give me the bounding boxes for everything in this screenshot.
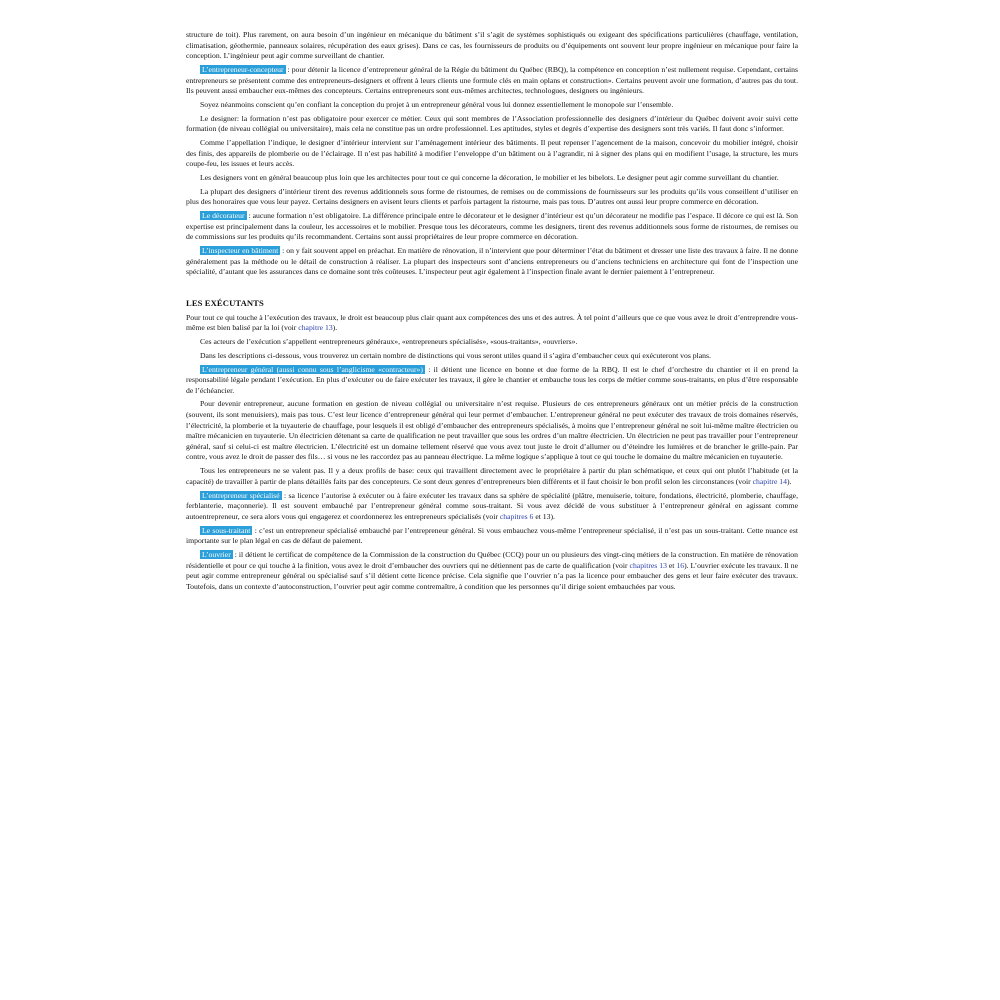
section-title: LES EXÉCUTANTS <box>186 297 264 308</box>
text-run: ). <box>332 323 338 333</box>
paragraph <box>186 138 798 170</box>
section-executants <box>186 313 798 593</box>
highlighted-term: L’entrepreneur général (aussi connu sous l’anglicisme «contracteur») <box>202 364 423 374</box>
paragraph <box>186 550 798 592</box>
chapter-link[interactable]: chapitres 13 <box>629 560 667 570</box>
text-run: Pour tout ce qui touche à l’exécution des travaux, le droit est beaucoup plus clair quant aux compétences des uns et des autres. À tel point d’ailleurs que ce que vous avez le droit d’entreprendre vous-même est bien balisé par la loi (voir <box>186 312 798 333</box>
paragraph <box>186 399 798 463</box>
highlighted-term: L’entrepreneur spécialisé <box>202 490 280 500</box>
paragraph <box>186 30 798 62</box>
document-page <box>186 30 798 596</box>
text-run: Ces acteurs de l’exécution s’appellent «entrepreneurs généraux», «entrepreneurs spécialisés», «sous-traitants», «ouvriers». <box>200 336 578 346</box>
paragraph <box>186 351 798 362</box>
paragraph <box>186 114 798 135</box>
paragraph <box>186 65 798 97</box>
text-run: : sa licence l’autorise à exécuter ou à faire exécuter les travaux dans sa sphère de spécialité (plâtre, menuiserie, toiture, fondations, électricité, plomberie, chauffage, ferblanterie, maçonnerie). Il est souvent embauché par l’entrepreneur général comme sous-traitant. Si vous avez décidé de vous substituer à l’entrepreneur général en agissant comme autoentrepreneur, ce sera alors vous qui engagerez et coordonnerez les entrepreneurs spécialisés (voir <box>186 490 798 521</box>
text-run: Le designer: la formation n’est pas obligatoire pour exercer ce métier. Ceux qui sont membres de l’Association professionnelle des designers d’intérieur du Québec doivent avoir suivi cette formation (de niveau collégial ou universitaire), mais cela ne constitue pas un ordre professionnel. Les aptitudes, styles et degrés d’expertise des designers sont très variés. Il faut donc s’informer. <box>186 113 798 134</box>
text-run: et <box>666 560 677 570</box>
text-run: : il détient une licence en bonne et due forme de la RBQ. Il est le chef d’orchestre du chantier et il en prend la responsabilité légale pendant l’exécution. En plus d’exécuter ou de faire exécuter les travaux, il gère le chantier et embauche tous les corps de métier comme sous-traitants, en plus d’être responsable de l’échéancier. <box>186 364 798 395</box>
highlighted-term: L’ouvrier <box>202 549 231 559</box>
text-run: Pour devenir entrepreneur, aucune formation en gestion de niveau collégial ou universitaire n’est requise. Plusieurs de ces entrepreneurs généraux ont un métier précis de la construction (souvent, ils sont menuisiers), mais pas tous. C’est leur licence d’entrepreneur général qui leur permet d’embaucher. L’entrepreneur général ne peut exécuter des travaux de trois domaines réservés, l’électricité, la plomberie et la tuyauterie de chauffage, pour lesquels il est obligé d’embaucher des entrepreneurs spécialisés, à moins que l’entrepreneur général ne soit lui-même maître électricien ou maître mécanicien en tuyauterie. Un électricien détenant sa carte de qualification ne peut travailler que sous les ordres d’un maître électricien. Un électricien ne peut pas travailler pour l’entrepreneur général, sauf si celui-ci est maître électricien. L’électricité est un domaine tellement réservé que vous avez tout juste le droit d’allumer ou d’éteindre les lumières et de brancher le grille-pain. Par contre, vous avez le droit de passer des fils… si vous ne les raccordez pas au panneau électrique. La même logique s’applique à tout ce qui touche le domaine du maître mécanicien en tuyauterie. <box>186 399 798 462</box>
paragraph <box>186 246 798 278</box>
text-run: ). L’ouvrier exécute les travaux. Il ne peut agir comme entrepreneur général ou spécialisé sauf s’il détient cette licence précise. Cela signifie que l’ouvrier n’a pas la licence pour embaucher des gens et leur faire exécuter des travaux. Toutefois, dans un contexte d’autoconstruction, l’ouvrier peut agir comme contremaître, à condition que les personnes qu’il dirige soient embauchées par vous. <box>186 560 798 591</box>
text-run: structure de toit). Plus rarement, on aura besoin d’un ingénieur en mécanique du bâtiment s’il s’agit de systèmes sophistiqués ou exigeant des spécifications particulières (chauffage, ventilation, climatisation, géothermie, panneaux solaires, récupération des eaux grises). Dans ce cas, les fournisseurs de produits ou d’équipements ont souvent leur propre ingénieur en mécanique pour faire la conception. L’ingénieur peut agir comme surveillant de chantier. <box>186 30 798 61</box>
text-run: : aucune formation n’est obligatoire. La différence principale entre le décorateur et le designer d’intérieur est qu’un décorateur ne modifie pas l’espace. Il décore ce qui est là. Son expertise est principalement dans la couleur, les accessoires et le mobilier. Presque tous les décorateurs, comme les designers, tirent des revenus additionnels sous forme de ristournes, de remises ou de commissions sur les produits qu’ils recommandent. Certains sont aussi propriétaires de leur propre commerce en décoration. <box>186 211 798 242</box>
paragraph <box>186 337 798 348</box>
text-run: Les designers vont en général beaucoup plus loin que les architectes pour tout ce qui concerne la décoration, le mobilier et les bibelots. Le designer peut agir comme surveillant du chantier. <box>200 173 779 183</box>
text-run: ). <box>786 476 792 486</box>
text-run: : on y fait souvent appel en préachat. En matière de rénovation, il n’intervient que pour déterminer l’état du bâtiment et dresser une liste des travaux à faire. Il ne donne généralement pas la méthode ou le détail de construction à réaliser. La plupart des inspecteurs sont d’anciens entrepreneurs ou d’anciens techniciens en architecture qui font de l’inspection une spécialité, d’autant que les assurances dans ce domaine sont très coûteuses. L’inspecteur peut agir également à l’inspection finale avant le dernier paiement à l’entrepreneur. <box>186 246 798 277</box>
paragraph <box>186 365 798 397</box>
text-run: Soyez néanmoins conscient qu’en confiant la conception du projet à un entrepreneur général vous lui donnez essentiellement le monopole sur l’ensemble. <box>200 99 674 109</box>
paragraph <box>186 100 798 111</box>
text-run: : c’est un entrepreneur spécialisé embauché par l’entrepreneur général. Si vous embauchez vous-même l’entrepreneur spécialisé, il n’est pas un sous-traitant. Cette nuance est importante sur le plan légal en cas de défaut de paiement. <box>186 525 798 546</box>
text-run: Comme l’appellation l’indique, le designer d’intérieur intervient sur l’aménagement intérieur des bâtiments. Il peut repenser l’agencement de la maison, concevoir du mobilier intégré, choisir des finis, des appareils de plomberie ou de l’éclairage. Il n’est pas habilité à modifier l’enveloppe d’un bâtiment ou à l’agrandir, ni à signer des plans qui en modifient l’usage, la structure, les murs coupe-feu, les issues et leurs accès. <box>186 138 798 169</box>
paragraph <box>186 491 798 523</box>
text-run: Tous les entrepreneurs ne se valent pas. Il y a deux profils de base: ceux qui travaillent directement avec le propriétaire à partir du plan schématique, et ceux qui ont plutôt l’habitude (et la capacité) de travailler à partir de plans détaillés faits par des concepteurs. Ce sont deux genres d’entrepreneurs bien différents et il faut choisir le bon profil selon les circonstances (voir <box>186 466 798 486</box>
paragraph <box>186 187 798 208</box>
highlighted-term: Le sous-traitant <box>202 525 251 535</box>
text-run: : pour détenir la licence d’entrepreneur général de la Régie du bâtiment du Québec (RBQ), la compétence en conception n’est nullement requise. Cependant, certains entrepreneurs se présentent comme des entrepreneurs-designers et offrent à leurs clients une formule clés en main oplans et construction». Certains peuvent avoir une formation, d’autres pas du tout. Ils peuvent aussi embaucher eux-mêmes des concepteurs. Certains entrepreneurs sont eux-mêmes architectes, technologues, designers ou ingénieurs. <box>186 64 798 96</box>
highlighted-term: L’entrepreneur-concepteur <box>202 64 284 74</box>
highlighted-term: L’inspecteur en bâtiment <box>202 246 279 256</box>
chapter-link[interactable]: chapitre 13 <box>298 323 333 333</box>
paragraph <box>186 526 798 547</box>
section-concepteurs <box>186 30 798 278</box>
paragraph <box>186 313 798 334</box>
chapter-link[interactable]: 16 <box>676 560 685 570</box>
chapter-link[interactable]: chapitres 6 <box>499 511 534 521</box>
text-run: et 13). <box>533 511 555 521</box>
paragraph <box>186 211 798 243</box>
text-run: Dans les descriptions ci-dessous, vous trouverez un certain nombre de distinctions qui vous seront utiles quand il s’agira d’embaucher ceux qui exécuteront vos plans. <box>200 350 711 360</box>
paragraph <box>186 173 798 184</box>
chapter-link[interactable]: chapitre 14 <box>752 476 787 486</box>
text-run: : il détient le certificat de compétence de la Commission de la construction du Québec (CCQ) pour un ou plusieurs des vingt-cinq métiers de la construction. En matière de rénovation résidentielle et pour ce qui touche à la finition, vous avez le droit d’embaucher des ouvriers qui ne détiennent pas de carte de qualification (voir <box>186 549 798 570</box>
highlighted-term: Le décorateur <box>202 211 245 221</box>
paragraph <box>186 466 798 487</box>
text-run: La plupart des designers d’intérieur tirent des revenus additionnels sous forme de ristournes, de remises ou de commissions de fournisseurs sur les produits qu’ils vous conseillent d’utiliser en plus des honoraires que vous leur payez. Certains designers en avisent leurs clients et parfois partagent la ristourne, mais pas tous. D’autres ont aussi leur propre commerce en décoration. <box>186 186 798 207</box>
